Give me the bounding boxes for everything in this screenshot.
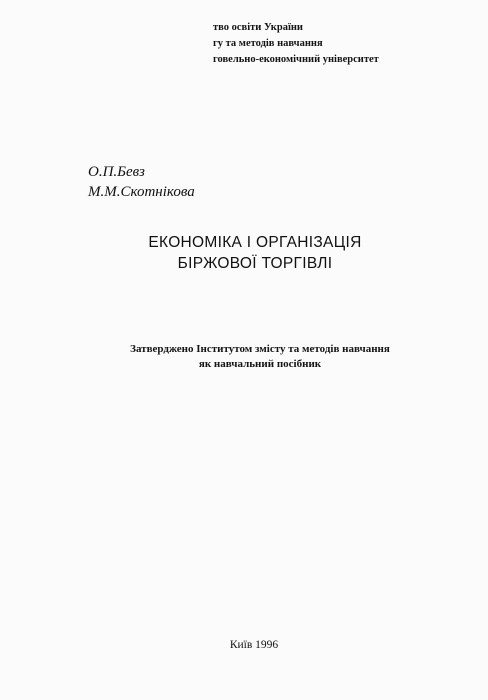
header-line-institute: гу та методів навчання bbox=[213, 38, 323, 49]
institution-header bbox=[213, 20, 473, 68]
approval-line-1: Затверджено Інститутом змісту та методів навчання bbox=[130, 343, 390, 355]
book-title-line-2: БІРЖОВОЇ ТОРГІВЛІ bbox=[177, 255, 333, 272]
author-1: О.П.Бевз bbox=[88, 164, 145, 180]
approval-line-2: як навчальний посібник bbox=[198, 358, 322, 370]
author-2: М.М.Скотнікова bbox=[88, 184, 195, 200]
book-title-line-1: ЕКОНОМІКА І ОРГАНІЗАЦІЯ bbox=[148, 234, 362, 251]
place-and-year: Київ 1996 bbox=[229, 639, 279, 651]
approval-note bbox=[90, 342, 430, 372]
header-line-ministry: тво освіти України bbox=[213, 22, 303, 33]
header-line-university: говельно-економічний університет bbox=[213, 54, 379, 65]
publication-footer bbox=[0, 637, 488, 653]
book-title bbox=[0, 232, 488, 274]
authors bbox=[88, 162, 195, 202]
